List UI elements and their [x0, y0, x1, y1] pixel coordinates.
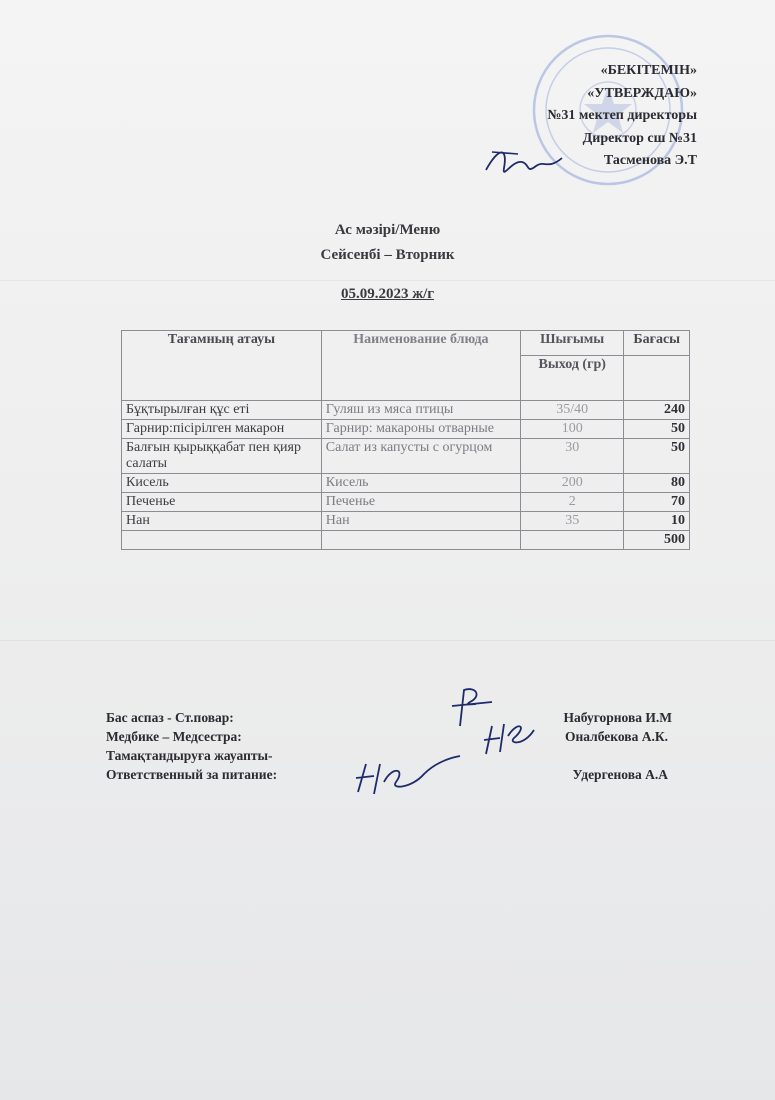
dish-yield: 2 [520, 493, 623, 512]
chef-name: Набугорнова И.М [563, 710, 672, 725]
dish-kz: Нан [122, 512, 322, 531]
menu-table [121, 330, 690, 550]
paper-fold [0, 640, 775, 641]
dish-price: 80 [624, 474, 690, 493]
approval-line: №31 мектеп директоры [547, 108, 697, 123]
dish-yield: 30 [520, 439, 623, 474]
dish-yield: 35/40 [520, 401, 623, 420]
table-row [122, 401, 690, 420]
column-header: Шығымы [520, 331, 623, 356]
approval-block [547, 60, 697, 173]
dish-yield: 100 [520, 420, 623, 439]
table-row [122, 493, 690, 512]
empty-cell [122, 531, 322, 550]
dish-kz: Бұқтырылған құс еті [122, 401, 322, 420]
signature-row-nurse [106, 727, 686, 746]
column-subheader: Выход (гр) [520, 356, 623, 401]
dish-kz: Гарнир:пісірілген макарон [122, 420, 322, 439]
responsible-signature-icon [352, 752, 464, 802]
empty-cell [520, 531, 623, 550]
dish-price: 10 [624, 512, 690, 531]
approval-line: Тасменова Э.Т [603, 153, 697, 168]
dish-ru: Печенье [321, 493, 520, 512]
approval-line: Директор сш №31 [582, 130, 697, 146]
total-price: 500 [624, 531, 690, 550]
nurse-signature-icon [478, 716, 538, 760]
dish-price: 50 [624, 420, 690, 439]
responsible-label-ru: Ответственный за питание: [106, 767, 278, 782]
signature-row-chef [106, 708, 686, 727]
nurse-label: Медбике – Медсестра: [106, 729, 242, 744]
dish-yield: 200 [520, 474, 623, 493]
table-row [122, 474, 690, 493]
chef-label: Бас аспаз - Ст.повар: [106, 710, 234, 725]
responsible-name: Удергенова А.А [572, 767, 668, 782]
dish-price: 70 [624, 493, 690, 512]
responsible-label-kz: Тамақтандыруға жауапты- [106, 748, 273, 763]
dish-price: 50 [624, 439, 690, 474]
column-header: Бағасы [624, 331, 690, 356]
menu-date: 05.09.2023 ж/г [340, 286, 435, 302]
dish-kz: Печенье [122, 493, 322, 512]
total-row [122, 531, 690, 550]
approval-line: «БЕКІТЕМІН» [600, 63, 697, 78]
table-row [122, 512, 690, 531]
approval-line: «УТВЕРЖДАЮ» [587, 85, 697, 101]
table-row [122, 420, 690, 439]
dish-yield: 35 [520, 512, 623, 531]
menu-title: Ас мәзірі/Меню [334, 222, 441, 238]
dish-ru: Нан [321, 512, 520, 531]
column-header: Наименование блюда [321, 331, 520, 401]
dish-price: 240 [624, 401, 690, 420]
table-row [122, 439, 690, 474]
dish-ru: Кисель [321, 474, 520, 493]
director-signature-icon [478, 140, 568, 188]
nurse-name: Оналбекова А.К. [564, 729, 668, 744]
menu-day: Сейсенбі – Вторник [320, 247, 455, 263]
paper-fold [0, 280, 775, 281]
dish-kz: Кисель [122, 474, 322, 493]
column-header: Тағамның атауы [122, 331, 322, 401]
dish-ru: Гуляш из мяса птицы [321, 401, 520, 420]
dish-ru: Салат из капусты с огурцом [321, 439, 520, 474]
empty-cell [321, 531, 520, 550]
empty-cell [624, 356, 690, 401]
dish-kz: Балғын қырыққабат пен қияр салаты [122, 439, 322, 474]
dish-ru: Гарнир: макароны отварные [321, 420, 520, 439]
